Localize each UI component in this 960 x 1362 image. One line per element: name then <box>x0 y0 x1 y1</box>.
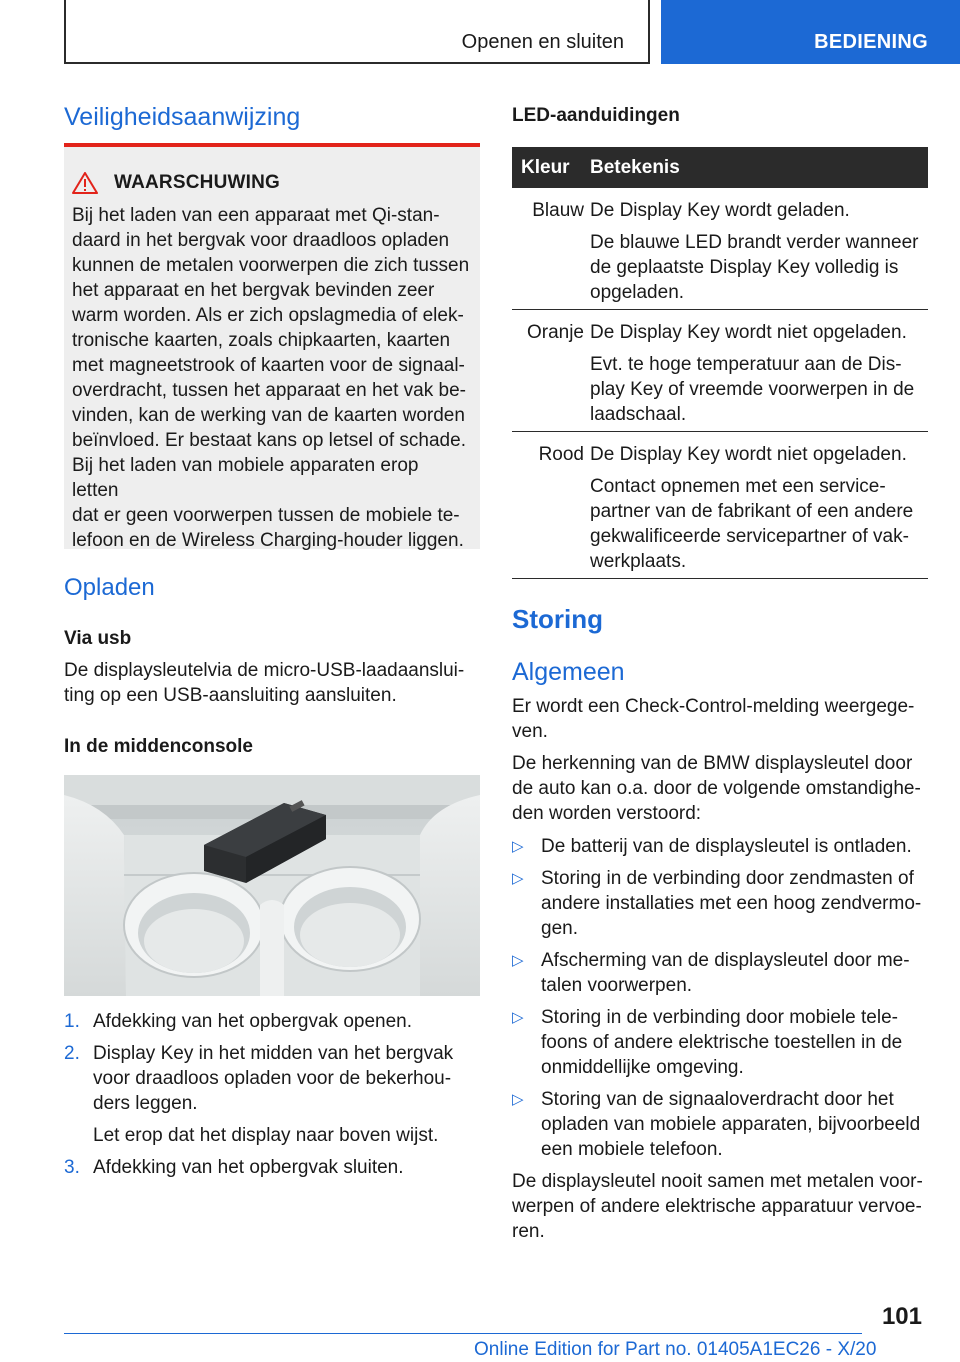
step-number: 1. <box>64 1011 80 1032</box>
console-title: In de middenconsole <box>64 736 253 757</box>
paragraph-line: den worden verstoord: <box>512 803 702 824</box>
row-detail: De blauwe LED brandt verder wanneer <box>590 232 919 253</box>
warning-line: kunnen de metalen voorwerpen die zich tussen <box>72 255 470 276</box>
table-row <box>512 188 928 310</box>
row-detail: opgeladen. <box>590 282 685 303</box>
footer-divider <box>64 1333 862 1334</box>
paragraph-line: werpen of andere elektrische apparatuur vervoe- <box>512 1196 922 1217</box>
bullet-text: onmiddellijke omgeving. <box>541 1057 744 1078</box>
paragraph-line: ren. <box>512 1221 545 1242</box>
step-number: 3. <box>64 1157 80 1178</box>
row-color: Blauw <box>532 200 584 221</box>
step-text: voor draadloos opladen voor de bekerhou- <box>93 1068 452 1089</box>
warning-label: WAARSCHUWING <box>114 172 280 193</box>
storing-title: Storing <box>512 604 603 634</box>
warning-line: dat er geen voorwerpen tussen de mobiele te- <box>72 505 460 526</box>
row-color: Oranje <box>526 322 584 343</box>
bullet-text: talen voorwerpen. <box>541 975 693 996</box>
console-photo <box>64 775 480 996</box>
led-title: LED-aanduidingen <box>512 105 680 126</box>
bullet-item <box>512 834 928 859</box>
bullet-text: een mobiele telefoon. <box>541 1139 723 1160</box>
footer-edition: Online Edition for Part no. 01405A1EC26 - X/20 <box>474 1339 877 1360</box>
warning-line: Bij het laden van mobiele apparaten erop letten <box>72 455 419 501</box>
paragraph-line: ven. <box>512 721 548 742</box>
step-text: Display Key in het midden van het bergvak <box>93 1043 454 1064</box>
paragraph-line: De herkenning van de BMW displaysleutel door <box>512 753 913 774</box>
warning-line: vinden, kan de werking van de kaarten worden <box>72 405 465 426</box>
warning-line: lefoon en de Wireless Charging-houder liggen. <box>72 530 464 551</box>
row-detail: werkplaats. <box>590 551 687 572</box>
bullet-item <box>512 1087 928 1162</box>
triangle-right-icon: ▷ <box>512 1091 524 1108</box>
step-item <box>64 1009 480 1034</box>
row-detail: Evt. te hoge temperatuur aan de Dis- <box>590 354 902 375</box>
safety-title: Veiligheidsaanwijzing <box>64 103 301 131</box>
warning-triangle-icon <box>72 172 98 194</box>
step-text: Afdekking van het opbergvak sluiten. <box>93 1157 404 1178</box>
bullet-text: gen. <box>541 918 578 939</box>
step-text: ders leggen. <box>93 1093 198 1114</box>
table-header-betekenis: Betekenis <box>590 157 680 178</box>
row-meaning: De Display Key wordt niet opgeladen. <box>590 444 907 465</box>
usb-line: ting op een USB-aansluiting aansluiten. <box>64 685 397 706</box>
usb-text <box>64 658 480 708</box>
row-detail: partner van de fabrikant of een andere <box>590 501 914 522</box>
warning-line: overdracht, tussen het apparaat en het vak be- <box>72 380 466 401</box>
warning-line: met magneetstrook of kaarten voor de signaal- <box>72 355 465 376</box>
step-note: Let erop dat het display naar boven wijst. <box>93 1125 439 1146</box>
bullet-text: foons of andere elektrische toestellen in de <box>541 1032 903 1053</box>
header-section-title: Openen en sluiten <box>461 31 624 53</box>
row-detail: gekwalificeerde servicepartner of vak- <box>590 526 909 547</box>
step-item <box>64 1155 480 1180</box>
header-section-box <box>64 0 650 64</box>
bullet-item <box>512 948 928 998</box>
bullet-text: Storing in de verbinding door mobiele tele- <box>541 1007 898 1028</box>
opladen-title: Opladen <box>64 574 155 601</box>
row-detail: Contact opnemen met een service- <box>590 476 886 497</box>
paragraph-line: Er wordt een Check-Control-melding weergege- <box>512 696 915 717</box>
row-color: Rood <box>538 444 584 465</box>
table-header-kleur: Kleur <box>521 157 570 178</box>
bullet-item <box>512 1005 928 1080</box>
warning-line: daard in het bergvak voor draadloos opladen <box>72 230 450 251</box>
table-row <box>512 432 928 579</box>
bullet-text: Afscherming van de displaysleutel door me- <box>541 950 910 971</box>
row-detail: play Key of vreemde voorwerpen in de <box>590 379 915 400</box>
warning-box <box>64 143 480 549</box>
table-header <box>512 147 928 188</box>
warning-line: warm worden. Als er zich opslagmedia of elek- <box>72 305 464 326</box>
bullet-text: andere installaties met een hoog zendvermo- <box>541 893 922 914</box>
page-number: 101 <box>881 1303 922 1330</box>
triangle-right-icon: ▷ <box>512 952 524 969</box>
row-meaning: De Display Key wordt niet opgeladen. <box>590 322 907 343</box>
usb-line: De displaysleutelvia de micro-USB-laadaanslui- <box>64 660 465 681</box>
warning-line: het apparaat en het bergvak bevinden zeer <box>72 280 435 301</box>
warning-line: Bij het laden van een apparaat met Qi-stan- <box>72 205 440 226</box>
paragraph-line: de auto kan o.a. door de volgende omstandighe- <box>512 778 921 799</box>
bullet-text: De batterij van de displaysleutel is ontladen. <box>541 836 912 857</box>
paragraph-line: De displaysleutel nooit samen met metalen voor- <box>512 1171 923 1192</box>
row-detail: de geplaatste Display Key volledig is <box>590 257 899 278</box>
algemeen-title: Algemeen <box>512 658 625 686</box>
triangle-right-icon: ▷ <box>512 838 524 855</box>
warning-line: beïnvloed. Er bestaat kans op letsel of schade. <box>72 430 466 451</box>
triangle-right-icon: ▷ <box>512 870 524 887</box>
step-item <box>64 1041 480 1148</box>
step-number: 2. <box>64 1043 80 1064</box>
led-table <box>512 147 928 579</box>
warning-text <box>72 203 470 553</box>
header-chapter-tab <box>661 0 960 64</box>
storing-paragraph-3 <box>512 1169 928 1244</box>
storing-paragraph-1 <box>512 694 928 744</box>
triangle-right-icon: ▷ <box>512 1009 524 1026</box>
header-chapter-title: BEDIENING <box>814 31 928 53</box>
bullet-text: opladen van mobiele apparaten, bijvoorbeeld <box>541 1114 921 1135</box>
row-meaning: De Display Key wordt geladen. <box>590 200 850 221</box>
step-text: Afdekking van het opbergvak openen. <box>93 1011 413 1032</box>
console-illustration <box>64 775 480 996</box>
warning-line: tronische kaarten, zoals chipkaarten, kaarten <box>72 330 451 351</box>
table-row <box>512 310 928 432</box>
storing-paragraph-2 <box>512 751 928 826</box>
usb-title: Via usb <box>64 628 132 649</box>
row-detail: laadschaal. <box>590 404 687 425</box>
bullet-item <box>512 866 928 941</box>
bullet-text: Storing van de signaaloverdracht door het <box>541 1089 894 1110</box>
bullet-text: Storing in de verbinding door zendmasten of <box>541 868 914 889</box>
